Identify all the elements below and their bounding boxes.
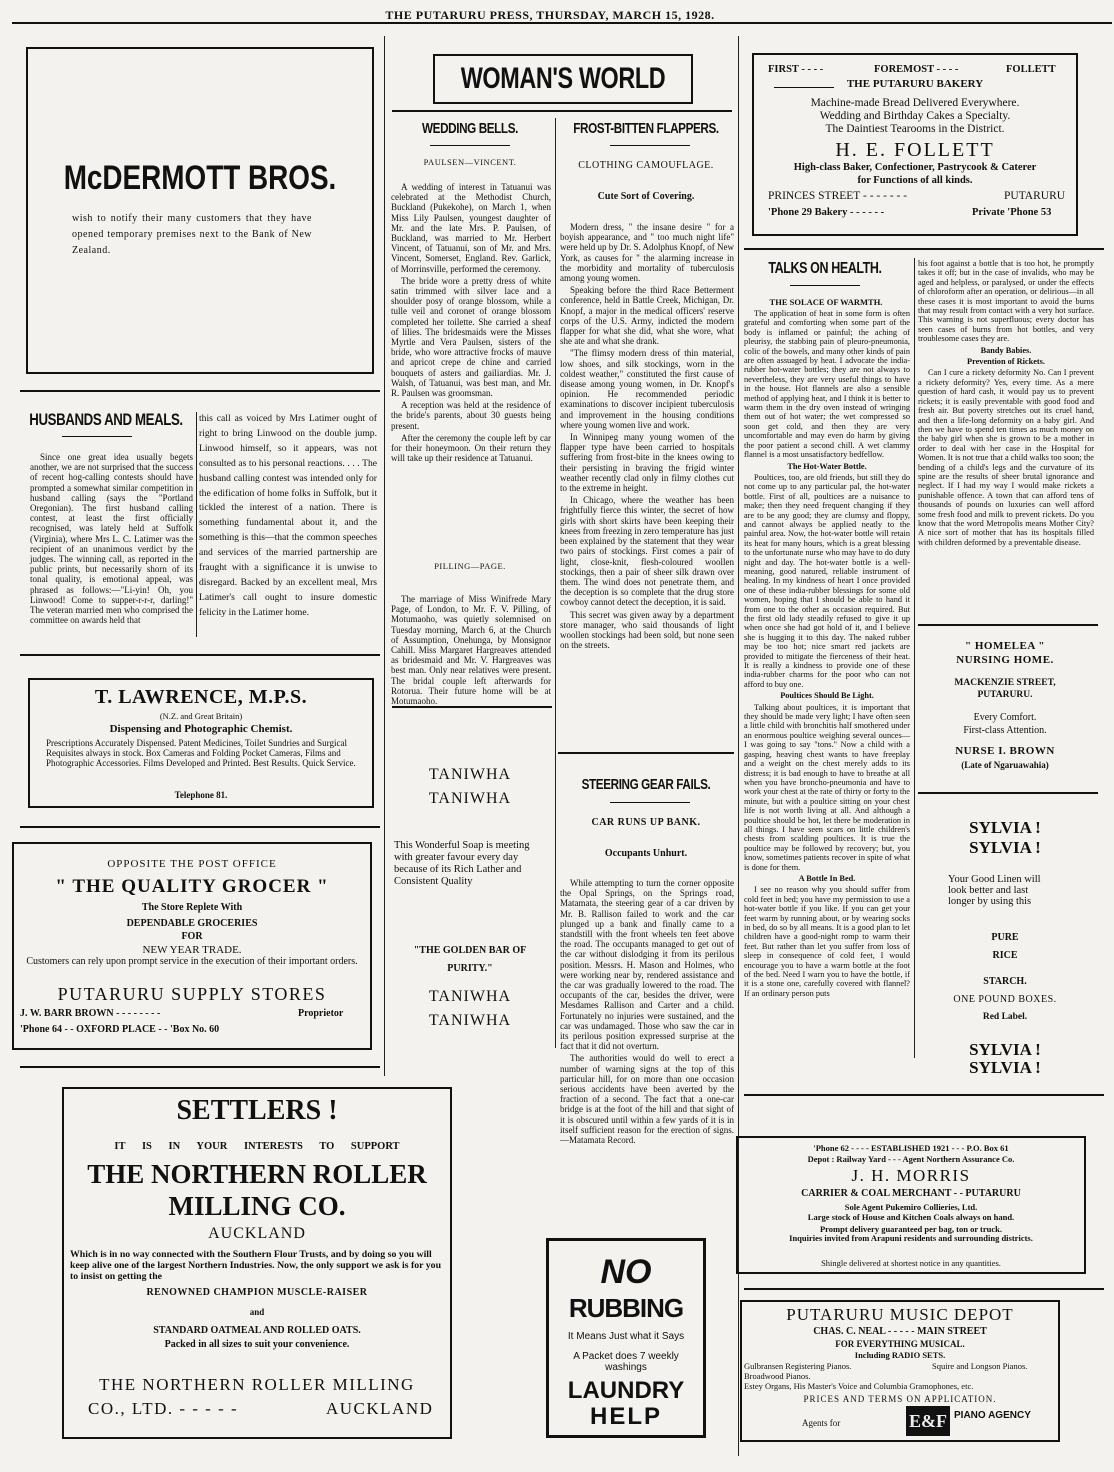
music-logo: E&F xyxy=(906,1406,950,1436)
taniwha-slogan: "THE GOLDEN BAR OF PURITY." xyxy=(413,945,527,974)
grocer-line4: FOR xyxy=(181,931,203,942)
health-p1: The application of heat in some form is often grateful and comforting when some part of the body is inflamed or painful; the aching of pleurisy, the stabbing pain of pleuro-pneumonia, colic of the bowels, and many other kinds of pain are often assuaged by heat. I advocate the india-rubber hot-water bottles; they are not always to nevertheless, they are very useful things to have in the house. Hot flannels are also a sensible method of applying heat, and I think it is better to warm them in the dry oven instead of wringing them out of hot water; the wet compressed so soon get cold, and then they are very uncomfortable and may even do harm by giving the poor patient a second chill. A wet clammy flannel is a most unsatisfactory bedfellow. xyxy=(744,309,910,460)
wedding-body xyxy=(391,182,551,465)
sylvia-pure: PURE xyxy=(991,932,1019,943)
follett-phone-a: 'Phone 29 Bakery - - - - - - xyxy=(768,207,885,218)
mcdermott-ad xyxy=(26,47,374,374)
morris-top: 'Phone 62 - - - - ESTABLISHED 1921 - - - P.O. Box 61 xyxy=(813,1143,1009,1153)
sylvia-boxes: ONE POUND BOXES. xyxy=(953,994,1057,1005)
health-p4: I see no reason why you should suffer from cold feet in bed; you have my permission to use a hot-water bottle if you like. If you can get your feet warm by running about, or by wearing socks in bed, do so by all means. It is a good plan to let children have a good-night romp to warm their feet. But rather than let you suffer from loss of sleep in consequence of cold feet, I would encourage you to have a warm bottle at the foot of the bed. Need I warn you to have the bottle, if it is a stone one, carefully covered with flannel? If an ordinary person puts xyxy=(744,885,910,998)
frost-p1: Modern dress, " the insane desire " for a boyish appearance, and " too much night life" were held up by Dr. S. Adolphus Knopf, of New York, as causes for " the alarming increase in the morbidity and mortality of tuberculosis among young women. xyxy=(560,222,734,284)
settlers-footer1: THE NORTHERN ROLLER MILLING xyxy=(99,1375,415,1394)
homelea-line3: PUTARURU. xyxy=(977,690,1033,700)
grocer-line3: DEPENDABLE GROCERIES xyxy=(126,918,258,929)
homelea-title: " HOMELEA " xyxy=(964,640,1046,652)
rule xyxy=(918,624,1098,626)
laundry-ad xyxy=(546,1238,706,1438)
settlers-body: Which is in no way connected with the Southern Flour Trusts, and by doing so you will keep alive one of the largest Northern Industries. Now, the only support we ask is for you to insist on getting the xyxy=(70,1249,442,1282)
rule xyxy=(918,792,1098,794)
health-sub4: A Bottle In Bed. xyxy=(798,873,856,883)
laundry-help: HELP xyxy=(589,1403,662,1430)
mcdermott-title: McDERMOTT BROS. xyxy=(63,159,337,197)
morris-line4: Prompt delivery guaranteed per bag, ton or truck. xyxy=(819,1224,1003,1234)
grocer-line5: NEW YEAR TRADE. xyxy=(142,944,242,956)
morris-line1: CARRIER & COAL MERCHANT - - PUTARURU xyxy=(801,1188,1021,1199)
frost-p6: This secret was given away by a department store manager, who said thousands of light woollen stockings had been sold, but none seen on the streets. xyxy=(560,609,734,651)
settlers-line2: RENOWNED CHAMPION MUSCLE-RAISER xyxy=(146,1287,368,1298)
grocer-title: " THE QUALITY GROCER " xyxy=(55,876,329,897)
health-col1 xyxy=(744,309,910,1000)
music-line5: Broadwood Pianos. xyxy=(744,1371,811,1381)
grocer-store: PUTARURU SUPPLY STORES xyxy=(57,984,327,1004)
follett-line5: for Functions of all kinds. xyxy=(857,175,973,186)
grocer-prop: Proprietor xyxy=(298,1008,344,1019)
womans-world-banner xyxy=(433,54,693,104)
lawrence-ad xyxy=(28,678,374,808)
homelea-line6: NURSE I. BROWN xyxy=(955,745,1055,757)
health-sub2: The Hot-Water Bottle. xyxy=(787,461,867,471)
health-p3: Talking about poultices, it is important that they should be made very light; I have often seen a little child with bronchitis half smothered under an enormous poultice weighing several ounces—I was going to say "tons." Now a child with a gasping, heaving chest wants to have freeplay and a weight on the chest merely adds to its distress; it is bad enough to have to breathe at all when you have broncho-pneumonia and have to work your chest at the rate of thirty or forty to the minute, but with a poultice sitting on your chest life is not worth living at all. And although a poultice should be hot, let there be moderation in all things. I have seen scars on little children's chests from scalding poultices. It is true the poultice may be followed by recovery; but, you know, sometimes patients recover in spite of what is done for them. xyxy=(744,702,910,872)
follett-phone-b: Private 'Phone 53 xyxy=(972,207,1052,218)
lawrence-sub: (N.Z. and Great Britain) xyxy=(159,711,243,721)
grocer-prop-name: J. W. BARR BROWN - - - - - - - - xyxy=(20,1008,161,1019)
settlers-title: SETTLERS ! xyxy=(176,1095,338,1126)
morris-line2: Sole Agent Pukemiro Collieries, Ltd. xyxy=(844,1202,978,1212)
follett-ad xyxy=(752,53,1078,236)
steering-p1: While attempting to turn the corner opposite the Opal Springs, on the Springs road, Matamata, the steering gear of a car driven by Mr. B. Rallison failed to work and the car plunged up a bank and finally came to a standstill with the front wheels ten feet above the road. The occupants managed to get out of the car without dislodging it from its perilous position. Messrs. H. Mason and Holmes, who were working near by, rendered assistance and the car was gradually lowered to the road. The occupants of the car, besides the driver, were Mesdames Rallison and Carter and a child. Fortunately no injuries were sustained, and the car was undamaged. Those who saw the car in its perilous position expressed surprise at the fact that it did not overturn. xyxy=(560,878,734,1052)
frost-title: FROST-BITTEN FLAPPERS. xyxy=(573,120,719,137)
wedding-sub1: PAULSEN—VINCENT. xyxy=(423,157,517,167)
rule xyxy=(744,1288,1104,1290)
music-line8: Agents for xyxy=(802,1418,841,1428)
follett-street-b: PUTARURU xyxy=(1004,190,1066,202)
ornament-rule xyxy=(610,802,690,803)
col-divider xyxy=(196,412,197,637)
taniwha-t2: TANIWHA xyxy=(428,790,512,807)
follett-street-a: PRINCES STREET - - - - - - - xyxy=(768,190,908,202)
health-p5: his foot against a bottle that is too hot, he promptly takes it off; but in the case of invalids, who may be aged and helpless, or paralysed, or under the effects of chloroform after an operation, or delirious—in all these cases it is most important to avoid the burns that may result from contact with a very hot surface. This warning is not superfluous; every doctor has seen cases of burns from hot bottles, and very troublesome cases they are. xyxy=(918,259,1094,344)
homelea-line5: First-class Attention. xyxy=(963,725,1047,736)
follett-top-b: FOREMOST - - - - xyxy=(874,64,959,75)
steering-body xyxy=(560,878,734,1147)
music-ad xyxy=(740,1300,1060,1442)
morris-line3: Large stock of House and Kitchen Coals always on hand. xyxy=(807,1212,1015,1222)
lawrence-line1: Dispensing and Photographic Chemist. xyxy=(109,723,293,735)
follett-top-a: FIRST - - - - xyxy=(768,64,824,75)
health-p6: Can I cure a rickety deformity No. Can I prevent a rickety deformity? Yes, every time. As a mere question of hard cash, it would pay us to prevent rickets; it is easily preventable with good food and fresh air. But poverty stretches out its cruel hand, and then a life-long deformity on a baby girl. And then we have to spend ten times as much money on the baby girl when she is grown to be a mother in order to deal with her case in the Hospital for Women. It is not true that a child walks too soon; the bending of a child's legs and the curvature of its spine are the results of sheer brutal ignorance and neglect. If I had my way I would make rickets a punishable offence. A town that can afford tens of thousands of pounds on luxuries can well afford some fresh food and milk to prevent rickets. Do you know that the word Metropolis means Mother City? A nice sort of mother that has its hospitals filled with children deformed by a preventable disease. xyxy=(918,368,1094,547)
music-line3: Including RADIO SETS. xyxy=(854,1350,946,1360)
rule xyxy=(744,1094,1104,1096)
morris-ad xyxy=(736,1136,1086,1274)
taniwha-t1: TANIWHA xyxy=(428,766,512,783)
sylvia-body: Your Good Linen will look better and last longer by using this xyxy=(948,874,1041,907)
sylvia-starch: STARCH. xyxy=(983,976,1027,987)
health-title: TALKS ON HEALTH. xyxy=(768,260,882,277)
settlers-and: and xyxy=(249,1307,265,1317)
follett-bakery: THE PUTARURU BAKERY xyxy=(846,78,984,90)
wedding-p3: A reception was held at the residence of the bride's parents, about 30 guests being present. xyxy=(391,400,551,431)
homelea-line4: Every Comfort. xyxy=(973,712,1037,723)
grocer-ad xyxy=(12,842,372,1050)
col-divider xyxy=(384,36,385,1076)
wedding-title: WEDDING BELLS. xyxy=(422,120,518,137)
frost-p5: In Chicago, where the weather has been frightfully fierce this winter, the secret of how girls with short skirts have been keeping their knees from freezing in zero temperature has just been explained by the statement that they wear two pairs of stockings. First comes a pair of light, close-knit, flesh-coloured woollen stockings, then a pair of sheer silk drawn over them. The wind does not penetrate them, and the deception is so complete that the drug store cowboy cannot detect the deception, it is said. xyxy=(560,495,734,608)
steering-sub1: CAR RUNS UP BANK. xyxy=(591,817,701,828)
rule xyxy=(392,110,732,112)
laundry-rubbing: RUBBING xyxy=(568,1293,684,1323)
settlers-ad xyxy=(62,1087,452,1439)
music-line4b: Squire and Longson Pianos. xyxy=(932,1361,1028,1371)
sylvia-s3: SYLVIA ! xyxy=(969,1040,1041,1059)
morris-name: J. H. MORRIS xyxy=(851,1166,971,1185)
health-sub1: THE SOLACE OF WARMTH. xyxy=(769,297,883,307)
music-line2: FOR EVERYTHING MUSICAL. xyxy=(835,1339,965,1349)
follett-line1: Machine-made Bread Delivered Everywhere. xyxy=(810,97,1020,109)
frost-sub1: CLOTHING CAMOUFLAGE. xyxy=(578,160,714,171)
sylvia-s2: SYLVIA ! xyxy=(969,838,1041,857)
settlers-line4: Packed in all sizes to suit your convenience. xyxy=(164,1339,350,1350)
health-sub5: Bandy Babies. xyxy=(980,345,1032,355)
rule xyxy=(392,706,552,708)
sylvia-rice: RICE xyxy=(992,950,1018,961)
col-divider xyxy=(914,258,915,1058)
settlers-company1: THE NORTHERN ROLLER xyxy=(87,1159,427,1189)
morris-line5: Inquiries invited from Arapuni residents and surrounding districts. xyxy=(789,1233,1033,1243)
grocer-line6: Customers can rely upon prompt service in the execution of their important orders. xyxy=(26,956,358,967)
lawrence-phone: Telephone 81. xyxy=(174,790,228,800)
frost-p4: In Winnipeg many young women of the flapper type have been carried to hospitals suffering from frost-bite in the knees owing to their persisting in braving the frigid winter weather recently clad only in filmy clothes cut to the extreme in height. xyxy=(560,432,734,494)
masthead-rule xyxy=(12,22,1112,24)
settlers-footer2b: AUCKLAND xyxy=(326,1399,434,1418)
frost-p3: "The flimsy modern dress of thin material, low shoes, and silk stockings, worn in the coldest weather," constituted the first cause of disease among young women, in Dr. Knopf's opinion. He recommended periodic examinations to discover incipient tuberculosis and improvement in the housing conditions where young women live and work. xyxy=(560,348,734,430)
health-sub6: Prevention of Rickets. xyxy=(967,357,1045,367)
sylvia-s1: SYLVIA ! xyxy=(969,818,1041,837)
rule xyxy=(20,1066,380,1068)
frost-sub2: Cute Sort of Covering. xyxy=(597,191,695,202)
music-line1: CHAS. C. NEAL - - - - - MAIN STREET xyxy=(813,1326,987,1337)
music-line6: Estey Organs, His Master's Voice and Columbia Gramophones, etc. xyxy=(744,1381,974,1391)
settlers-line1: IT IS IN YOUR INTERESTS TO SUPPORT xyxy=(114,1141,400,1152)
husbands-col2: this call as voiced by Mrs Latimer ought of right to bring Linwood on the double jump. Linwood himself, so it appears, was not consulted as to his personal reactions. . . . The husband calling contest was intended only for the edification of home folks in Suffolk, but it tickled the interest of a nation. There is something fundamental about it, and the something is this—that the common speeches and services of the married partnership are fraught with a significance it is unwise to disregard. Backed by an excellent meal, Mrs Latimer's call ought to insure domestic felicity in the Latimer home. xyxy=(199,413,377,618)
laundry-no: NO xyxy=(600,1253,652,1291)
wedding-p1: A wedding of interest in Tatuanui was celebrated at the Methodist Church, Buckland (Pukekohe), on March 1, when Miss Lily Paulsen, youngest daughter of Mr. and the late Mrs. P. Paulsen, of Buckland, was married to Mr. Herbert Vincent, of Tatuanui, son of Mr. and Mrs. Vincent, Somerset, England. Rev. Garlick, of Morrinsville, performed the ceremony. xyxy=(391,182,551,274)
ornament-rule xyxy=(610,145,690,146)
husbands-col1: Since one great idea usually begets another, we are not surprised that the success of recent hog-calling contests should have prompted a somewhat similar competition in husband calling (says the "Portland Oregonian). The first husband calling contest, at least the first officially recognised, was lately held at Suffolk (Virginia), where Mrs L. C. Latimer was the recipient of an unanimous verdict by the judges. The winning call, as reported in the public prints, but necessarily shorn of its tonal quality, is emotional appeal, was phrased as follows:—"Li-yin! Oh, you Linwood! Come to supper-r-r-r, darling!" The veteran married men who comprised the committee on awards held that xyxy=(30,452,193,626)
grocer-line1: OPPOSITE THE POST OFFICE xyxy=(107,858,277,870)
wedding-p2: The bride wore a pretty dress of white satin trimmed with silver lace and a shoulder posy of orange blossom, while a tulle veil and coronet of orange blossom completed her toilette. She carried a sheaf of lilies. The bridesmaids were the Misses Myrtle and Vera Paulsen, sisters of the bride, who wore attractive frocks of mauve and apricot crepe de chine and carried bouquets of asters and gailiardias. Mr. J. Walsh, of Tatuanui, was best man, and Mr. R. Paulsen was groomsman. xyxy=(391,275,551,399)
rule xyxy=(20,654,380,656)
settlers-company2: MILLING CO. xyxy=(168,1191,346,1221)
ornament-rule xyxy=(790,285,860,286)
sylvia-label: Red Label. xyxy=(982,1012,1028,1022)
follett-line2: Wedding and Birthday Cakes a Specialty. xyxy=(819,110,1011,122)
follett-line3: The Daintiest Tearooms in the District. xyxy=(825,123,1005,135)
taniwha-t4: TANIWHA xyxy=(428,1012,512,1029)
music-title: PUTARURU MUSIC DEPOT xyxy=(786,1305,1014,1324)
laundry-laundry: LAUNDRY xyxy=(567,1377,685,1404)
mcdermott-body: wish to notify their many customers that they have opened temporary premises next to the Bank of New Zealand. xyxy=(72,213,312,256)
masthead: THE PUTARURU PRESS, THURSDAY, MARCH 15, 1928. xyxy=(385,8,715,22)
steering-title: STEERING GEAR FAILS. xyxy=(581,776,711,793)
laundry-tag: It Means Just what it Says xyxy=(567,1331,685,1342)
rule xyxy=(744,248,1104,250)
steering-sub2: Occupants Unhurt. xyxy=(604,848,688,859)
col-divider xyxy=(555,118,556,1048)
follett-line4: High-class Baker, Confectioner, Pastrycook & Caterer xyxy=(793,162,1037,173)
morris-depot: Depot : Railway Yard - - - Agent Northern Assurance Co. xyxy=(807,1154,1015,1164)
lawrence-title: T. LAWRENCE, M.P.S. xyxy=(94,686,308,708)
wedding-p5: The marriage of Miss Winifrede Mary Page, of London, to Mr. F. V. Pilling, of Motumaoho, was quietly solemnised on Tuesday morning, March 6, at the Church of Assumption, Onehunga, by Monsignor Cahill. Miss Margaret Hargreaves attended as bridesmaid and Mr. V. Hargreaves was best man. Only near relatives were present. The bridal couple left afterwards for Rotorua. Their future home will be at Motumaoho. xyxy=(391,594,551,707)
rule xyxy=(20,390,380,392)
homelea-line1: NURSING HOME. xyxy=(956,654,1054,666)
health-p2: Poultices, too, are old friends, but still they do not come up to any particular pal, the hot-water bottle. First of all, poultices are a nuisance to make; then they need frequent changing if they are to be any good; they are clumsy and floppy, and cannot always be applied neatly to the painful area. Now, the hot-water bottle will retain its heat for many hours, which is a great blessing to the unfortunate nurse who may have to do duty night and day. The hot-water bottle is a well-meaning, good natured, reliable instrument of healing. In my kindness of heart I once provided one of these india-rubber blessings for some old women, hoping that I should be able to hand it from one to the other as occasion required. But the first old lady steadily refused to give it up when once she had got hold of it, and I believe she is hugging it to this day. The naked rubber may be too hot; nice smart red jackets are provided to mitigate the fierceness of their heat. It is really a kindness to provide one of these india-rubber charms for the poor who can not afford to buy one. xyxy=(744,472,910,689)
rule xyxy=(558,752,734,754)
music-line7: PRICES AND TERMS ON APPLICATION. xyxy=(803,1394,997,1404)
follett-name: H. E. FOLLETT xyxy=(835,139,995,161)
taniwha-t3: TANIWHA xyxy=(428,988,512,1005)
frost-body xyxy=(560,222,734,652)
wedding-p4: After the ceremony the couple left by car for their honeymoon. On their return they will take up their residence at Tatuanui. xyxy=(391,432,551,464)
music-line4a: Gulbransen Registering Pianos. xyxy=(744,1361,852,1371)
follett-line-rule xyxy=(774,87,834,88)
music-logo2: PIANO AGENCY xyxy=(954,1410,1031,1421)
husbands-rule xyxy=(62,436,132,437)
steering-p2: The authorities would do well to erect a number of warning signs at the top of this particular hill, for on more than one occasion serious accidents have been averted by the fraction of a second. The fact that a one-car bridge is at the foot of the hill and that sight of it is obscured until within a few yards of it is in itself sufficient reason for the erection of signs.—Matamata Record. xyxy=(560,1053,734,1146)
sylvia-s4: SYLVIA ! xyxy=(969,1058,1041,1077)
taniwha-body: This Wonderful Soap is meeting with greater favour every day because of its Rich Lather and Consistent Quality xyxy=(394,840,530,887)
lawrence-body: Prescriptions Accurately Dispensed. Patent Medicines, Toilet Sundries and Surgical Requisites always in stock. Box Cameras and Folding Pocket Cameras, Films and Photographic Accessories. Films Developed and Printed. Best Results. Quick Service. xyxy=(46,738,356,768)
settlers-footer2a: CO., LTD. - - - - - xyxy=(88,1399,239,1418)
ornament-rule xyxy=(430,145,510,146)
frost-p2: Speaking before the third Race Betterment conference, held in Battle Creek, Michigan, Dr. Knopf, a major in the medical officers' reserve corps of the U.S. Army, indicted the modern flapper for what she did, what she wore, what she ate and what she drank. xyxy=(560,285,734,347)
health-sub3: Poultices Should Be Light. xyxy=(780,691,874,701)
womans-world-title: WOMAN'S WORLD xyxy=(460,62,666,95)
follett-top-c: FOLLETT xyxy=(1006,64,1056,75)
health-col2 xyxy=(918,259,1094,549)
settlers-line3: STANDARD OATMEAL AND ROLLED OATS. xyxy=(153,1325,361,1336)
wedding-sub2: PILLING—PAGE. xyxy=(434,561,506,571)
husbands-title: HUSBANDS AND MEALS. xyxy=(29,410,183,429)
laundry-packet: A Packet does 7 weekly washings xyxy=(573,1351,679,1373)
grocer-line2: The Store Replete With xyxy=(141,902,243,913)
homelea-line7: (Late of Ngaruawahia) xyxy=(961,760,1049,770)
grocer-phone: 'Phone 64 - - OXFORD PLACE - - 'Box No. 60 xyxy=(20,1024,220,1035)
settlers-place: AUCKLAND xyxy=(208,1225,306,1242)
homelea-line2: MACKENZIE STREET, xyxy=(954,678,1056,688)
rule xyxy=(20,826,380,828)
morris-line6: Shingle delivered at shortest notice in any quantities. xyxy=(821,1258,1001,1268)
